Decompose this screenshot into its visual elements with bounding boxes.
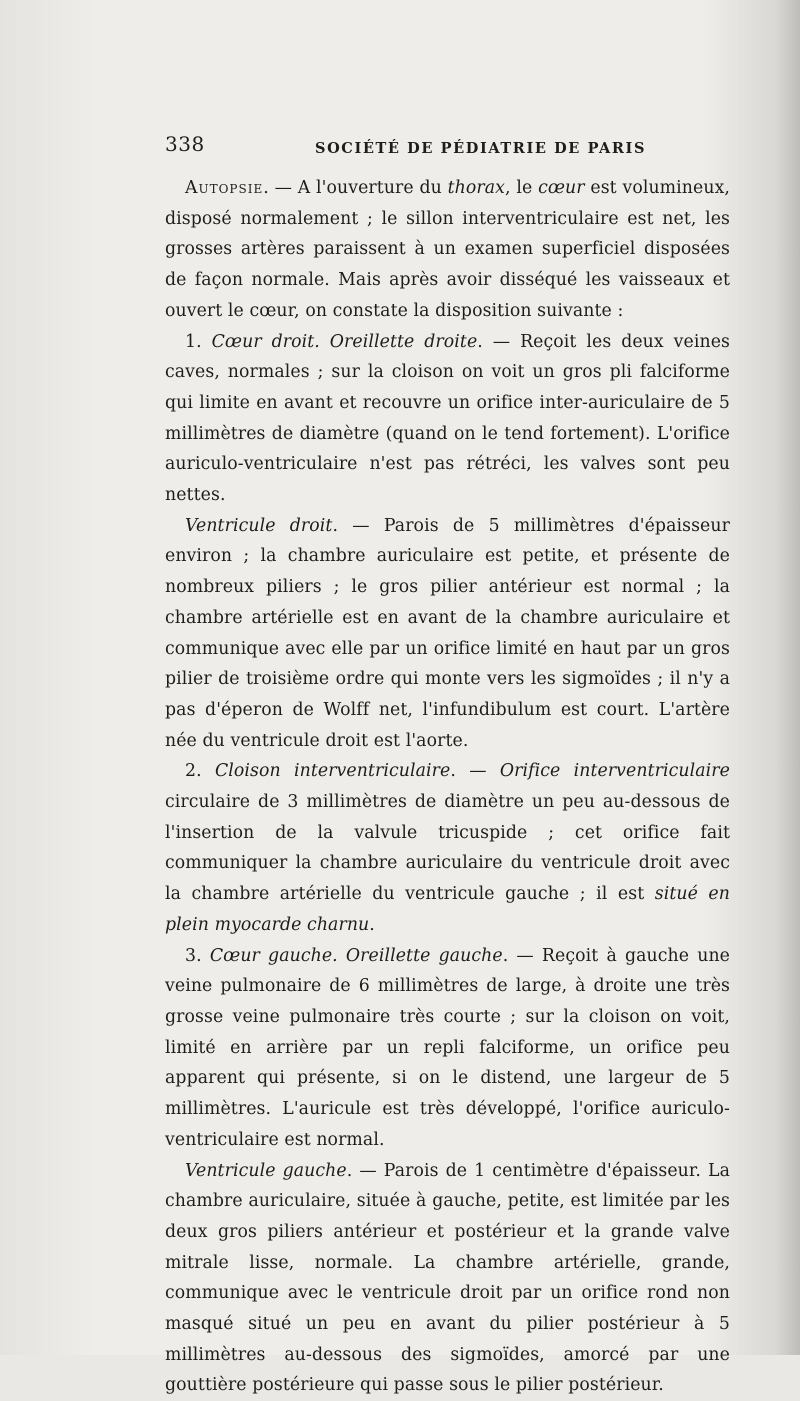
paragraph-coeur-droit: 1. Cœur droit. Oreillette droite. — Reçoit les deux veines caves, normales ; sur la cloison on voit un gros pli falciforme qui limite en avant et recouvre un orifice inter-auriculaire de 5 millimètres de diamètre (quand on le tend fortement). L'orifice auriculo-ventriculaire n'est pas rétréci, les valves sont peu nettes.	[165, 327, 730, 511]
paragraph-ventricule-gauche: Ventricule gauche. — Parois de 1 centimètre d'épaisseur. La chambre auriculaire, située à gauche, petite, est limitée par les deux gros piliers antérieur et postérieur et la grande valve mitrale lisse, normale. La chambre artérielle, grande, communique avec le ventricule droit par un orifice rond non masqué situé un peu en avant du pilier postérieur à 5 millimètres au-dessous des sigmoïdes, amorcé par une gouttière postérieure qui passe sous le pilier postérieur.	[165, 1156, 730, 1401]
running-title: SOCIÉTÉ DE PÉDIATRIE DE PARIS	[315, 140, 646, 157]
section-lead: Autopsie	[185, 178, 263, 198]
paragraph-coeur-gauche: 3. Cœur gauche. Oreillette gauche. — Reçoit à gauche une veine pulmonaire de 6 millimètres de large, à droite une très grosse veine pulmonaire très courte ; sur la cloison on voit, limité en arrière par un repli falciforme, un orifice peu apparent qui présente, si on le distend, une largeur de 5 millimètres. L'auricule est très développé, l'orifice auriculo-ventriculaire est normal.	[165, 941, 730, 1156]
subheading: Cloison interventriculaire	[215, 761, 450, 781]
paragraph-autopsie: Autopsie. — A l'ouverture du thorax, le cœur est volumineux, disposé normalement ; le sillon interventriculaire est net, les grosses artères paraissent à un examen superficiel disposées de façon normale. Mais après avoir disséqué les vaisseaux et ouvert le cœur, on constate la disposition suivante :	[165, 173, 730, 327]
subheading: Cœur droit. Oreillette droite	[212, 332, 478, 352]
paragraph-ventricule-droit: Ventricule droit. — Parois de 5 millimètres d'épaisseur environ ; la chambre auriculaire est petite, et présente de nombreux piliers ; le gros pilier antérieur est normal ; la chambre artérielle est en avant de la chambre auriculaire et communique avec elle par un orifice limité en haut par un gros pilier de troisième ordre qui monte vers les sigmoïdes ; il n'y a pas d'éperon de Wolff net, l'infundibulum est court. L'artère née du ventricule droit est l'aorte.	[165, 511, 730, 757]
page-body	[165, 173, 730, 1401]
page-header	[165, 132, 730, 162]
subheading: Ventricule gauche	[185, 1161, 347, 1181]
paragraph-cloison: 2. Cloison interventriculaire. — Orifice interventriculaire circulaire de 3 millimètres de diamètre un peu au-dessous de l'insertion de la valvule tricuspide ; cet orifice fait communiquer la chambre auriculaire du ventricule droit avec la chambre artérielle du ventricule gauche ; il est situé en plein myocarde charnu.	[165, 756, 730, 940]
subheading: Cœur gauche. Oreillette gauche	[210, 946, 503, 966]
page-number: 338	[165, 132, 205, 156]
subheading: Ventricule droit	[185, 516, 332, 536]
